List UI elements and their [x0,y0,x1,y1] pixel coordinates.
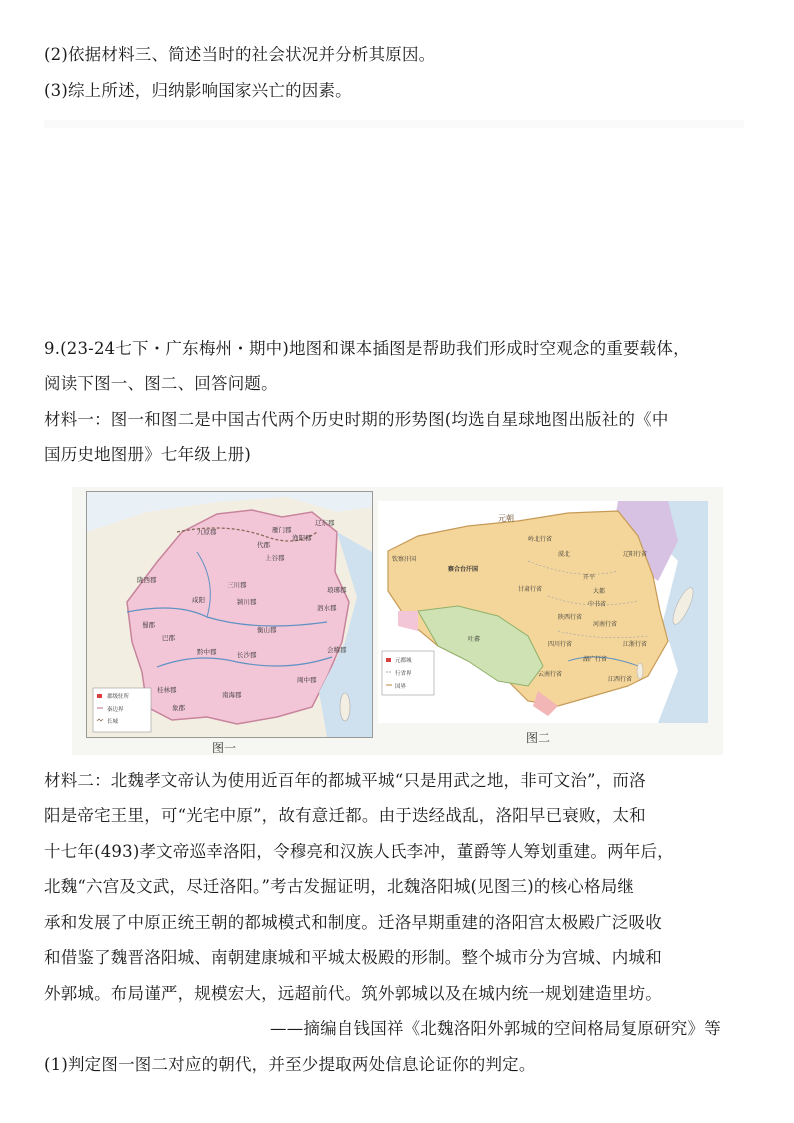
material-1-line2: 国历史地图册》七年级上册) [44,445,252,464]
material-1-line1: 材料一：图一和图二是中国古代两个历史时期的形势图(均选自星球地图出版社的《中 [44,410,669,429]
svg-text:江浙行省: 江浙行省 [623,641,648,648]
map-2-yuan [378,501,708,723]
svg-text:衡山郡: 衡山郡 [257,626,277,634]
map-2-svg [378,501,708,723]
svg-text:江西行省: 江西行省 [608,676,633,683]
svg-text:湖广行省: 湖广行省 [583,656,608,663]
svg-text:巴郡: 巴郡 [162,634,175,642]
svg-text:咸阳: 咸阳 [192,596,205,604]
material-2-line1: 材料二：北魏孝文帝认为使用近百年的都城平城“只是用武之地，非可文治”，而洛 [44,771,646,790]
svg-text:辽东郡: 辽东郡 [315,519,335,527]
svg-text:陇西郡: 陇西郡 [137,576,157,584]
svg-text:桂林郡: 桂林郡 [157,686,177,694]
svg-text:代郡: 代郡 [257,541,270,549]
svg-text:河南行省: 河南行省 [593,621,618,628]
map-1-qin [86,491,373,738]
svg-text:漠北: 漠北 [558,551,571,558]
map-1-svg [87,492,372,737]
svg-text:元朝: 元朝 [498,514,514,523]
caption-figure-1: 图一 [212,741,237,755]
figure-maps [72,487,723,755]
material-2-line7: 外郭城。布局谨严，规模宏大，远超前代。筑外郭城以及在城内统一规划建造里坊。 [44,984,662,1003]
svg-text:渔阳郡: 渔阳郡 [292,534,312,542]
svg-text:会稽郡: 会稽郡 [327,646,347,654]
svg-text:吐蕃: 吐蕃 [468,636,481,643]
material-2-line6: 和借鉴了魏晋洛阳城、南朝建康城和平城太极殿的形制。整个城市分为宫城、内城和 [44,948,662,967]
caption-figure-2: 图二 [526,731,551,745]
source-citation: ——摘编自钱国祥《北魏洛阳外郭城的空间格局复原研究》等 [270,1019,721,1038]
svg-text:云南行省: 云南行省 [538,671,563,678]
svg-text:颍川郡: 颍川郡 [237,598,257,606]
svg-text:辽阳行省: 辽阳行省 [623,551,648,558]
svg-text:中书省: 中书省 [588,601,607,608]
svg-text:四川行省: 四川行省 [548,641,573,648]
svg-text:南海郡: 南海郡 [222,691,242,699]
svg-text:陕西行省: 陕西行省 [558,614,583,621]
material-2-line4: 北魏“六宫及文武，尽迁洛阳。”考古发掘证明，北魏洛阳城(见图三)的核心格局继 [44,877,635,896]
svg-text:行省界: 行省界 [395,671,412,677]
svg-text:大都: 大都 [593,588,606,595]
question-9-line1: 9.(23-24七下・广东梅州・期中)地图和课本插图是帮助我们形成时空观念的重要载体， [44,339,690,358]
svg-text:长沙郡: 长沙郡 [237,651,257,659]
svg-text:郡级驻所: 郡级驻所 [107,694,130,700]
svg-text:长城: 长城 [107,719,119,725]
svg-text:蜀郡: 蜀郡 [142,621,155,629]
svg-text:象郡: 象郡 [172,704,185,712]
svg-text:国界: 国界 [395,684,407,690]
question-9-line2: 阅读下图一、图二、回答问题。 [44,374,278,393]
svg-text:察合台汗国: 察合台汗国 [448,566,479,573]
svg-text:上谷郡: 上谷郡 [265,554,285,562]
svg-text:雁门郡: 雁门郡 [272,526,292,534]
svg-text:黔中郡: 黔中郡 [197,648,217,656]
question-2: (2)依据材料三、简述当时的社会状况并分析其原因。 [44,45,436,64]
svg-text:三川郡: 三川郡 [227,581,247,589]
material-2-line2: 阳是帝宅王里，可“光宅中原”，故有意迁都。由于迭经战乱，洛阳早已衰败，太和 [44,806,646,825]
svg-text:秦边界: 秦边界 [107,707,124,713]
question-3: (3)综上所述，归纳影响国家兴亡的因素。 [44,81,352,100]
material-2-line3: 十七年(493)孝文帝巡幸洛阳，令穆亮和汉族人氏李冲，董爵等人筹划重建。两年后， [44,842,674,861]
svg-text:岭北行省: 岭北行省 [528,536,553,543]
question-9-sub1: (1)判定图一图二对应的朝代，并至少提取两处信息论证你的判定。 [44,1055,536,1074]
svg-text:钦察汗国: 钦察汗国 [392,556,417,563]
svg-text:琅琊郡: 琅琊郡 [327,586,347,594]
material-2-line5: 承和发展了中原正统王朝的都城模式和制度。迁洛早期重建的洛阳宫太极殿广泛吸收 [44,913,662,932]
svg-text:闽中郡: 闽中郡 [297,676,317,684]
svg-text:元都城: 元都城 [395,658,412,664]
svg-text:甘肃行省: 甘肃行省 [518,586,543,593]
svg-text:九原郡: 九原郡 [197,528,217,536]
faint-area [44,120,744,128]
svg-text:开平: 开平 [583,574,596,581]
svg-text:泗水郡: 泗水郡 [317,604,337,612]
